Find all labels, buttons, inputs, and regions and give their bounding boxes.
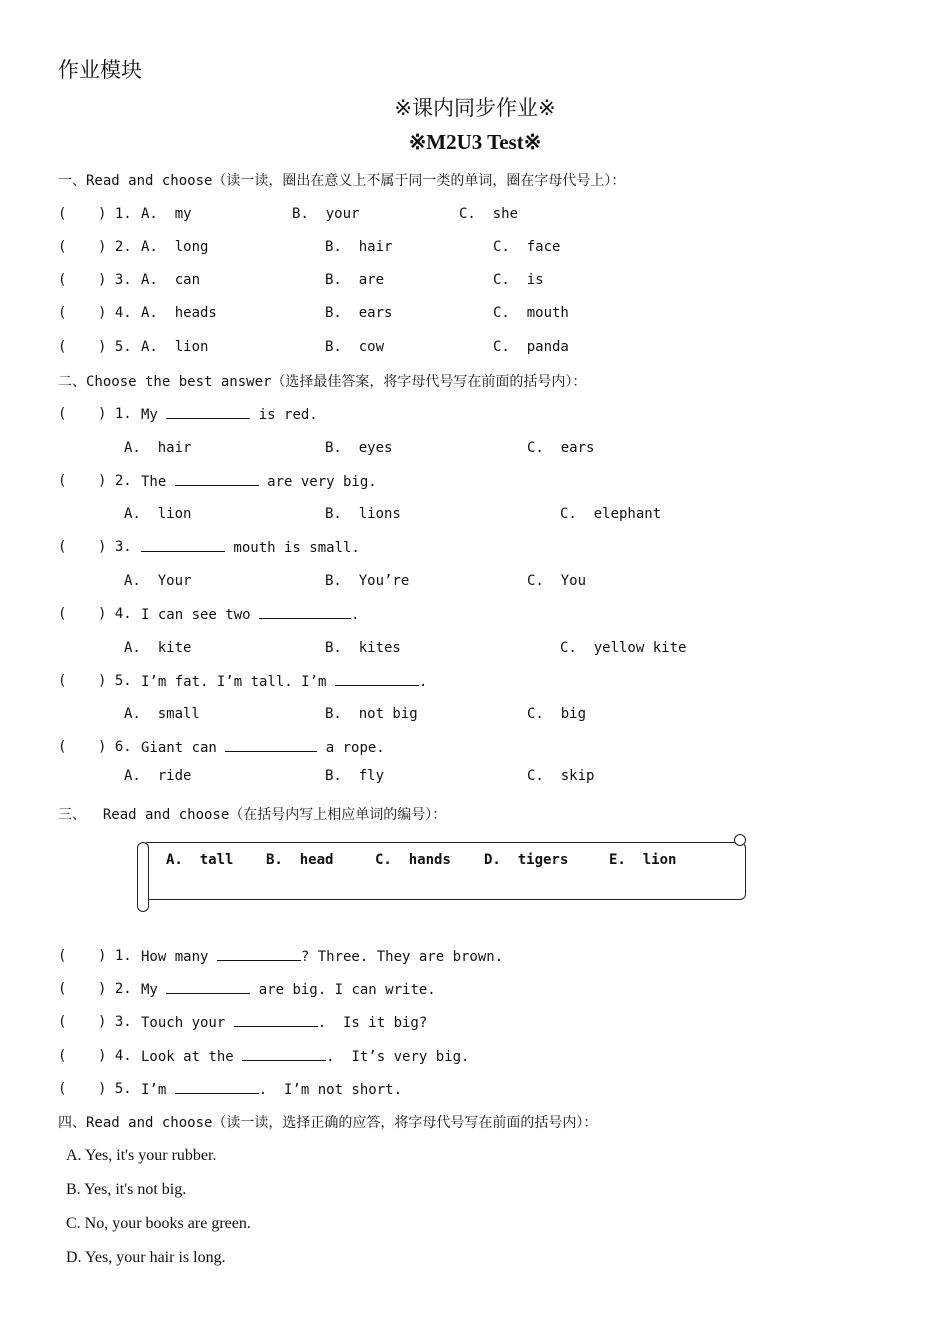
- option-a: A. lion: [124, 506, 192, 522]
- option-c: C. elephant: [560, 506, 662, 522]
- paren-open: (: [58, 239, 67, 255]
- word-bank-item: E. lion: [609, 852, 677, 868]
- paren-open: (: [58, 305, 67, 321]
- question-number: ) 1.: [98, 948, 132, 964]
- paren-open: (: [58, 673, 67, 689]
- option-a: A. can: [141, 272, 201, 288]
- question-text: My is red.: [141, 404, 318, 425]
- question-number: ) 5.: [98, 673, 132, 689]
- answer-blank: [175, 471, 259, 486]
- paren-open: (: [58, 981, 67, 997]
- question-text: The are very big.: [141, 471, 377, 492]
- question-number: ) 3.: [98, 1014, 132, 1030]
- paren-open: (: [58, 206, 67, 222]
- word-bank-scroll: [142, 842, 746, 900]
- option-c: C. face: [493, 239, 561, 255]
- option-b: B. not big: [325, 706, 418, 722]
- option-b: B. eyes: [325, 440, 393, 456]
- scroll-curl-right: [734, 834, 746, 846]
- option-b: B. cow: [325, 339, 385, 355]
- option-a: A. ride: [124, 768, 192, 784]
- question-number: ) 5.: [98, 339, 132, 355]
- scroll-curl-left: [137, 842, 149, 912]
- answer-option: A. Yes, it's your rubber.: [66, 1147, 217, 1164]
- question-text: I’m . I’m not short.: [141, 1079, 402, 1100]
- question-number: ) 4.: [98, 1048, 132, 1064]
- question-number: ) 1.: [98, 206, 132, 222]
- option-c: C. ears: [527, 440, 595, 456]
- question-number: ) 2.: [98, 473, 132, 489]
- paren-open: (: [58, 473, 67, 489]
- option-c: C. is: [493, 272, 544, 288]
- option-b: B. lions: [325, 506, 401, 522]
- option-a: A. small: [124, 706, 200, 722]
- option-a: A. lion: [141, 339, 209, 355]
- question-text: I can see two .: [141, 604, 359, 625]
- question-number: ) 1.: [98, 406, 132, 422]
- option-a: A. hair: [124, 440, 192, 456]
- question-text: mouth is small.: [141, 537, 360, 558]
- paren-open: (: [58, 1081, 67, 1097]
- option-a: A. heads: [141, 305, 217, 321]
- paren-open: (: [58, 948, 67, 964]
- answer-blank: [166, 404, 250, 419]
- answer-blank: [225, 737, 317, 752]
- paren-open: (: [58, 272, 67, 288]
- answer-option: D. Yes, your hair is long.: [66, 1249, 226, 1266]
- question-number: ) 2.: [98, 981, 132, 997]
- word-bank-item: B. head: [266, 852, 334, 868]
- answer-blank: [234, 1012, 318, 1027]
- option-c: C. big: [527, 706, 587, 722]
- question-text: How many ? Three. They are brown.: [141, 946, 503, 967]
- option-b: B. You’re: [325, 573, 410, 589]
- answer-blank: [259, 604, 351, 619]
- question-number: ) 5.: [98, 1081, 132, 1097]
- module-label: 作业模块: [58, 58, 142, 82]
- option-a: A. kite: [124, 640, 192, 656]
- option-b: B. kites: [325, 640, 401, 656]
- answer-blank: [175, 1079, 259, 1094]
- option-a: A. Your: [124, 573, 192, 589]
- option-a: A. long: [141, 239, 209, 255]
- word-bank-item: C. hands: [375, 852, 451, 868]
- test-title: ※M2U3 Test※: [408, 130, 542, 154]
- word-bank-item: D. tigers: [484, 852, 569, 868]
- option-b: B. are: [325, 272, 385, 288]
- option-c: C. skip: [527, 768, 595, 784]
- question-text: My are big. I can write.: [141, 979, 436, 1000]
- paren-open: (: [58, 339, 67, 355]
- question-number: ) 4.: [98, 305, 132, 321]
- option-b: B. your: [292, 206, 360, 222]
- option-c: C. yellow kite: [560, 640, 687, 656]
- answer-blank: [217, 946, 301, 961]
- answer-blank: [166, 979, 250, 994]
- option-c: C. panda: [493, 339, 569, 355]
- option-b: B. hair: [325, 239, 393, 255]
- part3-heading: 三、 Read and choose（在括号内写上相应单词的编号）：: [58, 807, 447, 823]
- answer-option: C. No, your books are green.: [66, 1215, 251, 1232]
- answer-option: B. Yes, it's not big.: [66, 1181, 187, 1198]
- option-c: C. mouth: [493, 305, 569, 321]
- question-text: Giant can a rope.: [141, 737, 385, 758]
- option-c: C. she: [459, 206, 519, 222]
- paren-open: (: [58, 1014, 67, 1030]
- paren-open: (: [58, 606, 67, 622]
- part4-heading: 四、Read and choose（读一读，选择正确的应答，将字母代号写在前面的括号内）：: [58, 1115, 598, 1131]
- paren-open: (: [58, 1048, 67, 1064]
- option-b: B. ears: [325, 305, 393, 321]
- paren-open: (: [58, 539, 67, 555]
- question-number: ) 4.: [98, 606, 132, 622]
- page-title: ※课内同步作业※: [394, 96, 556, 120]
- part2-heading: 二、Choose the best answer（选择最佳答案，将字母代号写在前面的括号内）：: [58, 374, 587, 390]
- option-b: B. fly: [325, 768, 385, 784]
- question-text: I’m fat. I’m tall. I’m .: [141, 671, 427, 692]
- question-number: ) 3.: [98, 272, 132, 288]
- paren-open: (: [58, 739, 67, 755]
- answer-blank: [141, 537, 225, 552]
- question-number: ) 2.: [98, 239, 132, 255]
- paren-open: (: [58, 406, 67, 422]
- option-a: A. my: [141, 206, 192, 222]
- answer-blank: [335, 671, 419, 686]
- word-bank-item: A. tall: [166, 852, 234, 868]
- part1-heading: 一、Read and choose（读一读，圈出在意义上不属于同一类的单词，圈在字母代号上）：: [58, 173, 626, 189]
- question-text: Look at the . It’s very big.: [141, 1046, 469, 1067]
- answer-blank: [242, 1046, 326, 1061]
- question-text: Touch your . Is it big?: [141, 1012, 427, 1033]
- option-c: C. You: [527, 573, 587, 589]
- question-number: ) 3.: [98, 539, 132, 555]
- question-number: ) 6.: [98, 739, 132, 755]
